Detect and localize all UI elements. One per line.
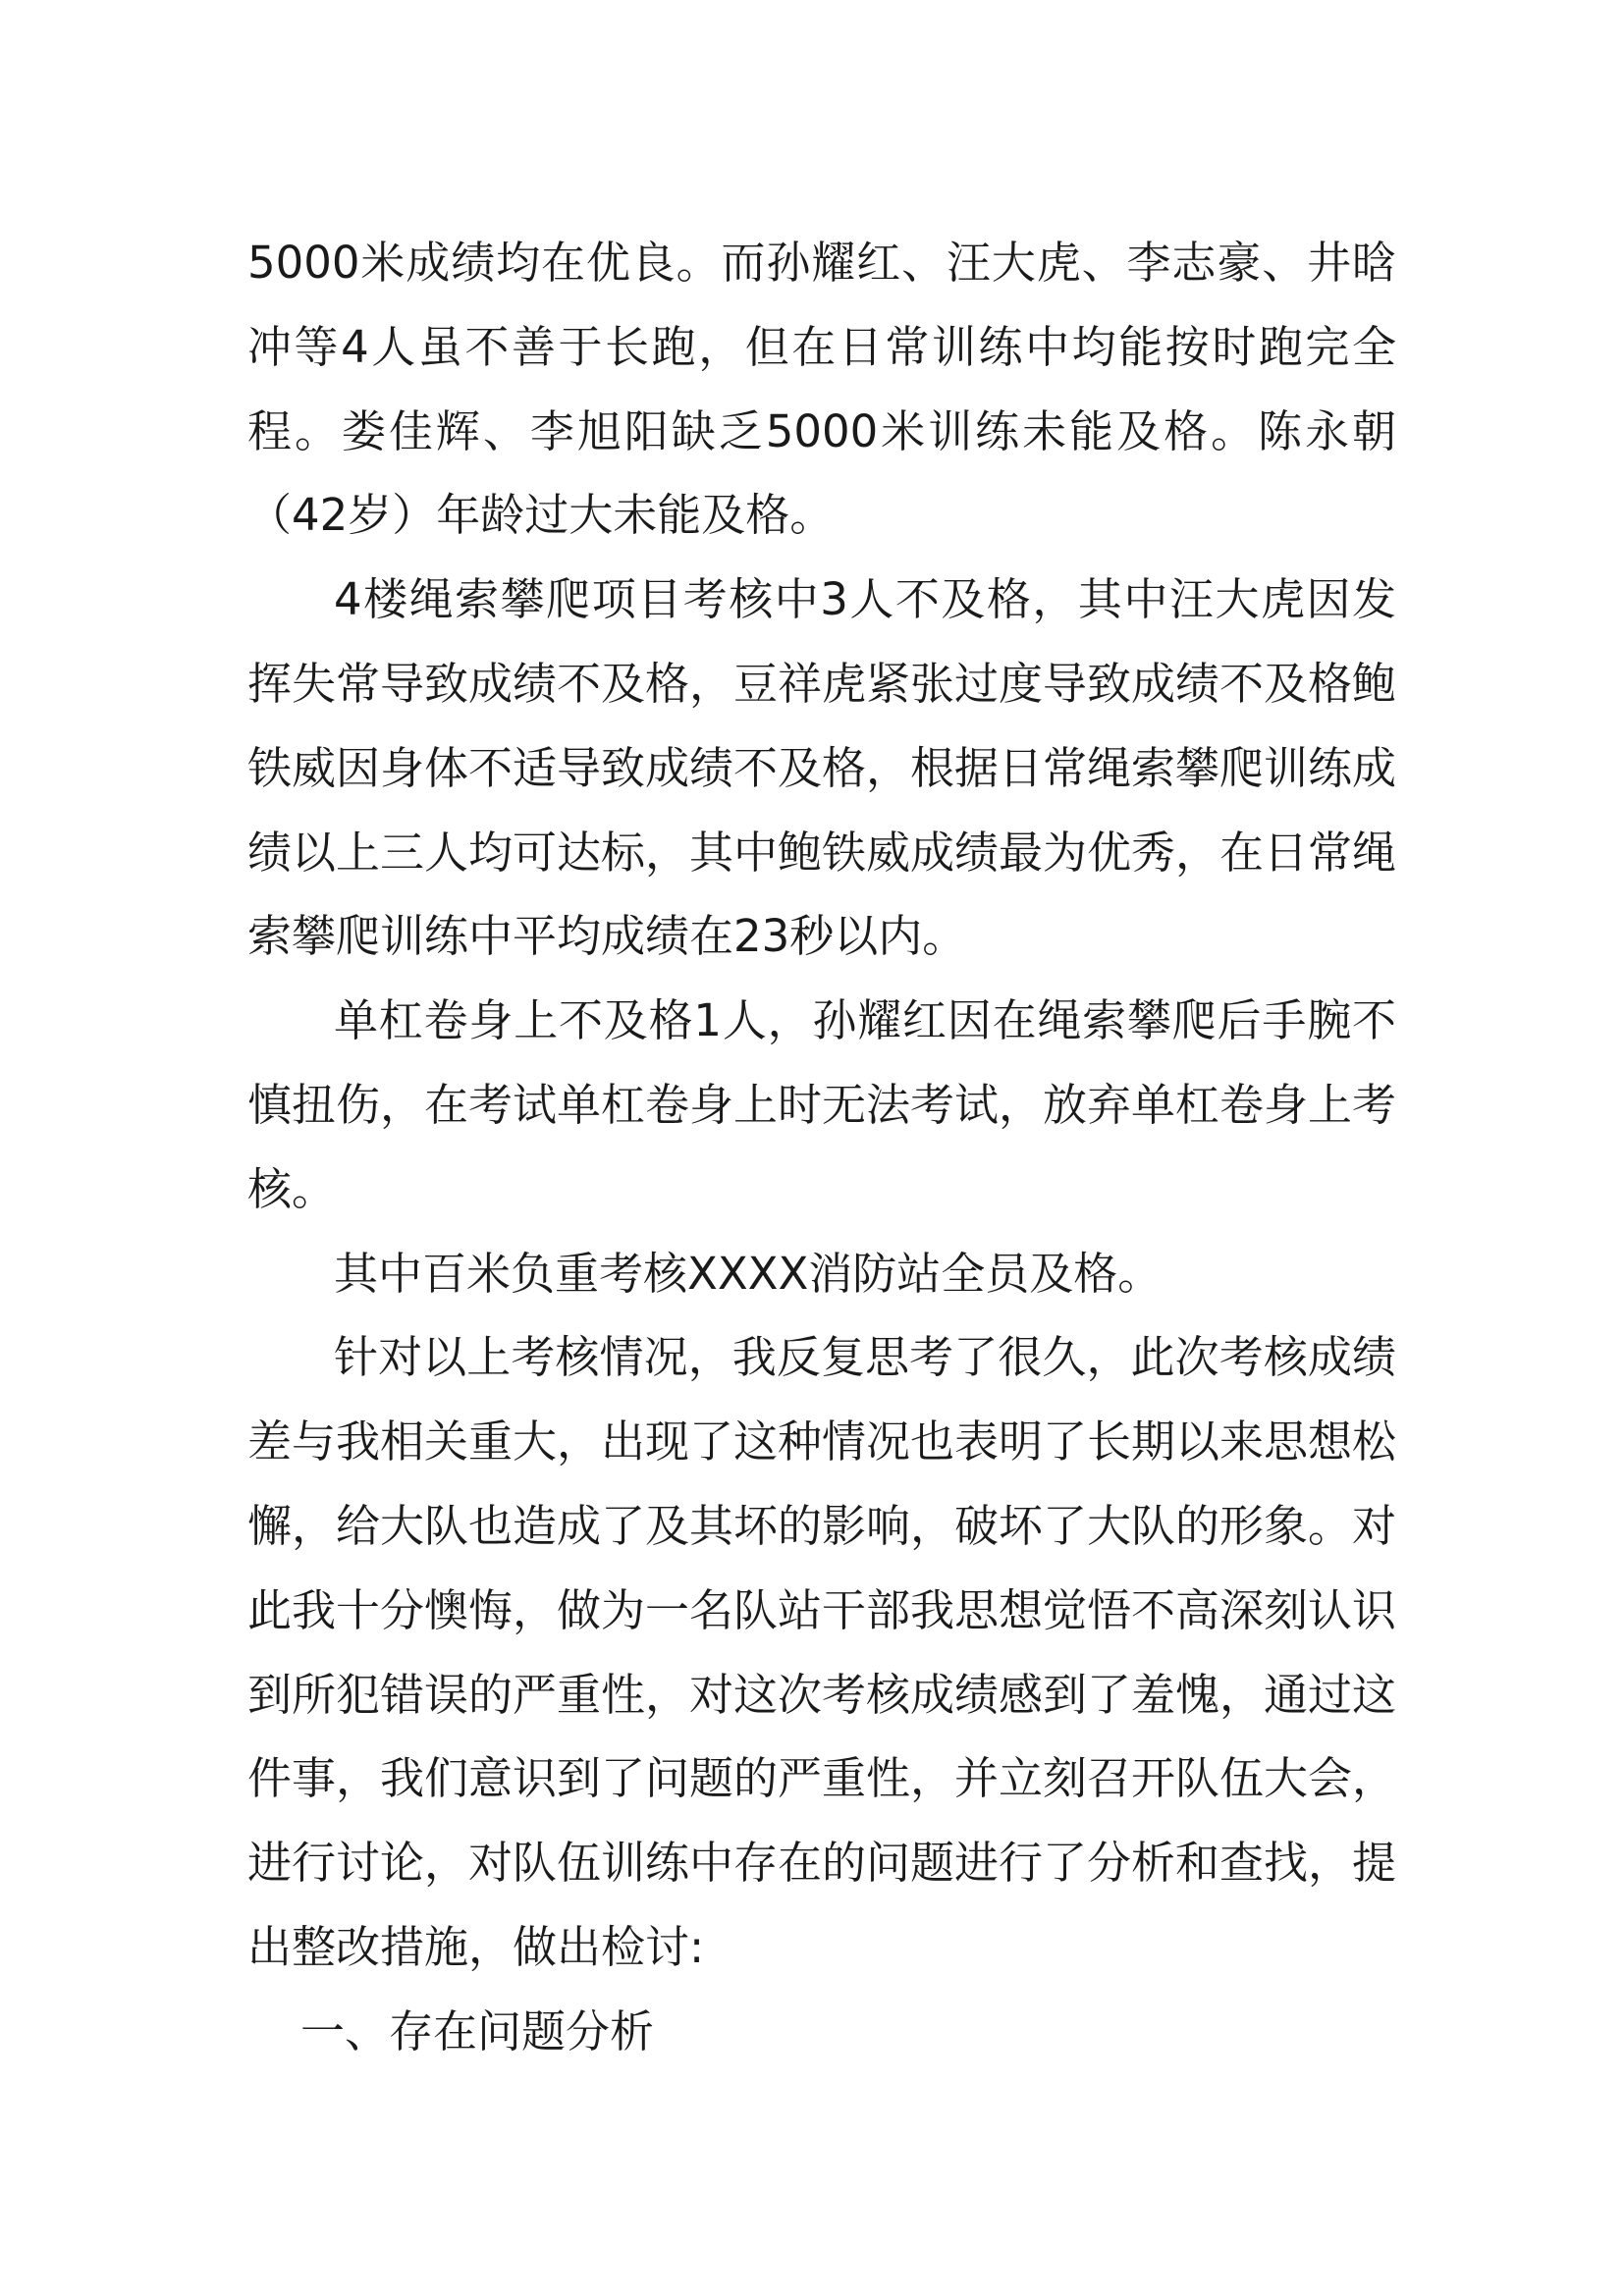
section-heading: 一、存在问题分析	[300, 2004, 655, 2057]
paragraph-horizontal-bar: 单杠卷身上不及格1人，孙耀红因在绳索攀爬后手腕不慎扭伤，在考试单杠卷身上时无法考试，放弃单杠卷身上考核。	[247, 994, 1397, 1215]
paragraph-running-results: 5000米成绩均在优良。而孙耀红、汪大虎、李志豪、井晗冲等4人虽不善于长跑，但在日常训练中均能按时跑完全程。娄佳辉、李旭阳缺乏5000米训练未能及格。陈永朝（42岁）年龄过大未能及格。	[247, 237, 1396, 542]
paragraph-weighted-sprint: 其中百米负重考核XXXX消防站全员及格。	[334, 1247, 1163, 1300]
paragraph-rope-climbing: 4楼绳索攀爬项目考核中3人不及格，其中汪大虎因发挥失常导致成绩不及格，豆祥虎紧张过度导致成绩不及格鲍铁威因身体不适导致成绩不及格，根据日常绳索攀爬训练成绩以上三人均可达标，其中鲍铁威成绩最为优秀，在日常绳索攀爬训练中平均成绩在23秒以内。	[247, 573, 1397, 963]
document-body	[247, 221, 1396, 2074]
paragraph-self-reflection: 针对以上考核情况，我反复思考了很久，此次考核成绩差与我相关重大，出现了这种情况也表明了长期以来思想松懈，给大队也造成了及其坏的影响，破坏了大队的形象。对此我十分懊悔，做为一名队站干部我思想觉悟不高深刻认识到所犯错误的严重性，对这次考核成绩感到了羞愧，通过这件事，我们意识到了问题的严重性，并立刻召开队伍大会，进行讨论，对队伍训练中存在的问题进行了分析和查找，提出整改措施，做出检讨:	[247, 1331, 1397, 1973]
